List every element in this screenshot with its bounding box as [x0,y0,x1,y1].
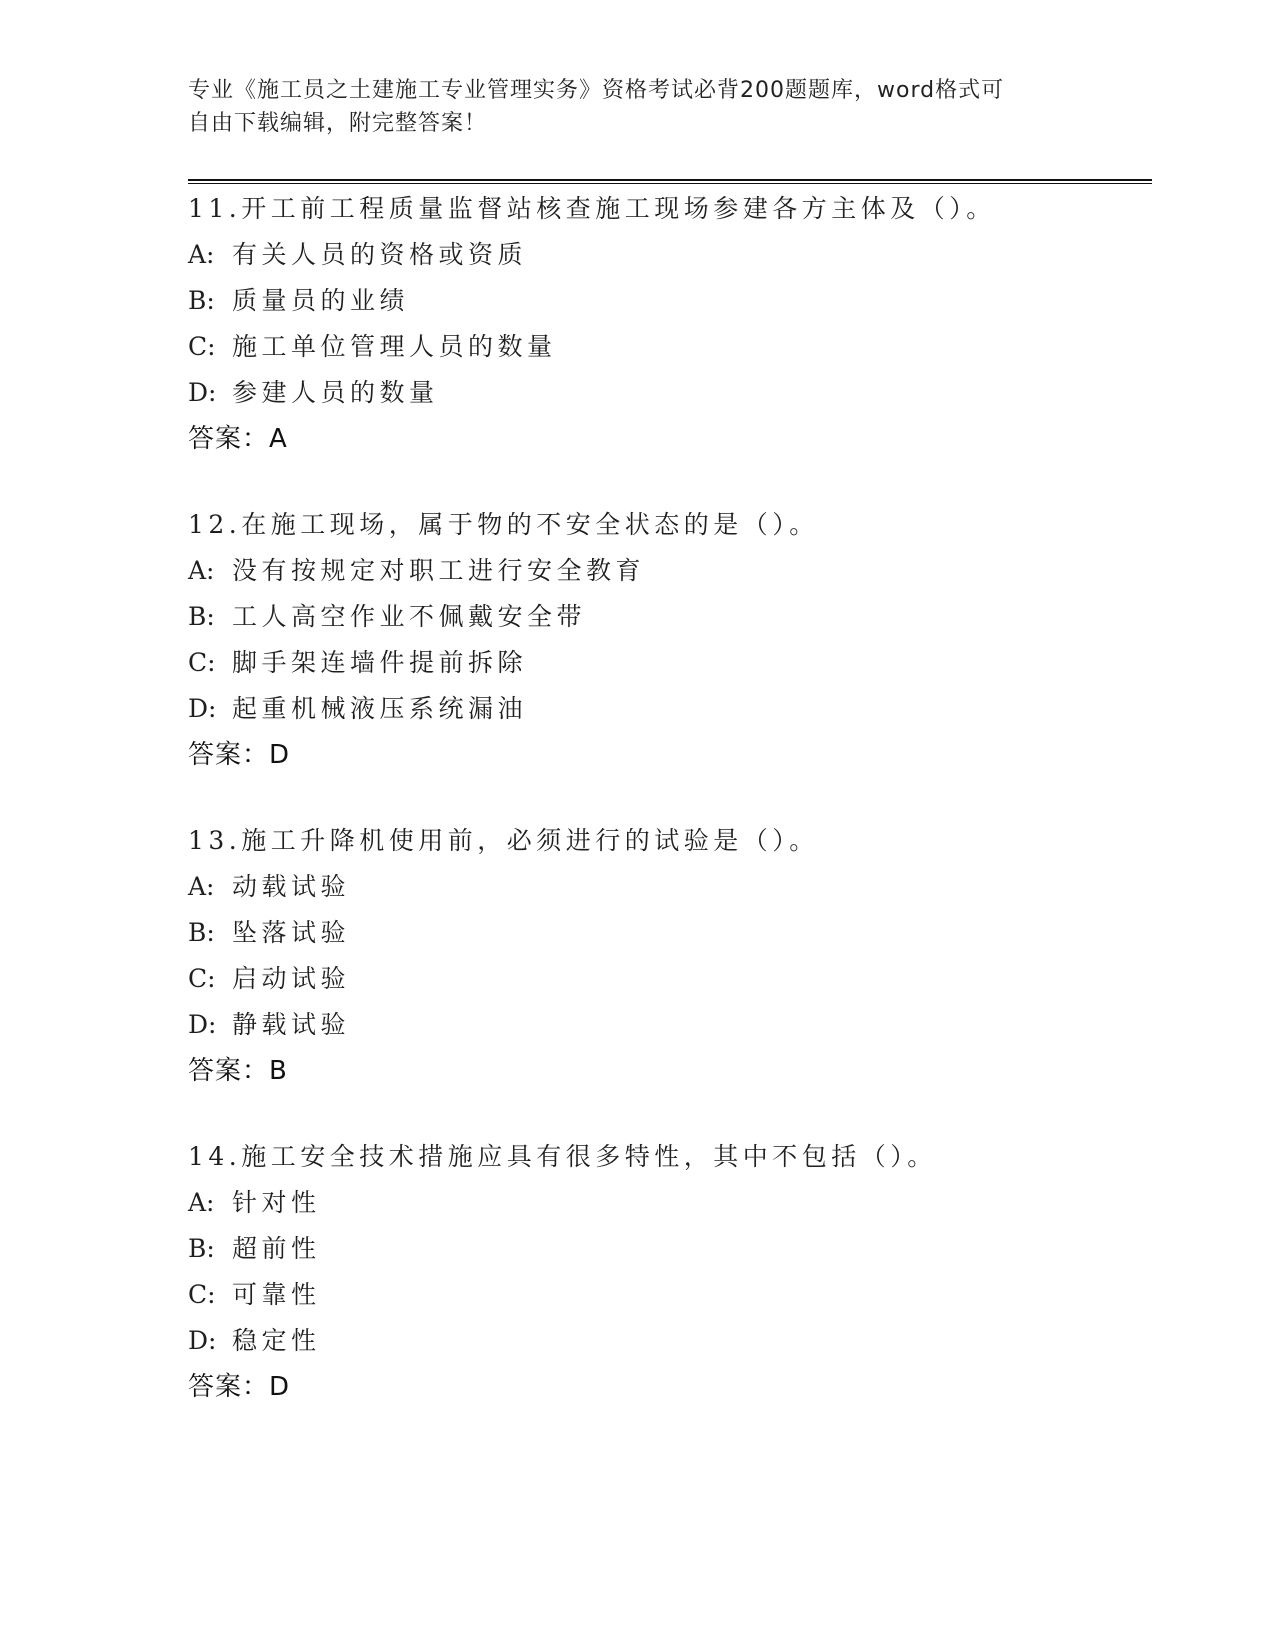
question-stem: 13.施工升降机使用前，必须进行的试验是（）。 [188,826,819,855]
option-text: 工人高空作业不佩戴安全带 [232,602,587,631]
option-c [188,324,1148,370]
option-letter: A: [188,240,215,269]
option-text: 起重机械液压系统漏油 [232,694,528,723]
option-text: 稳定性 [232,1326,321,1355]
option-letter: D: [188,1326,217,1355]
option-letter: D: [188,694,217,723]
header-line-2: 自由下载编辑，附完整答案！ [188,111,488,136]
question-block [188,1134,1148,1410]
option-letter: D: [188,1010,217,1039]
option-text: 施工单位管理人员的数量 [232,332,557,361]
option-b [188,278,1148,324]
option-letter: B: [188,602,215,631]
option-b [188,594,1148,640]
option-text: 可靠性 [232,1280,321,1309]
option-text: 启动试验 [232,964,351,993]
option-letter: B: [188,1234,215,1263]
question-stem: 11.开工前工程质量监督站核查施工现场参建各方主体及（）。 [188,194,996,223]
option-text: 静载试验 [232,1010,351,1039]
option-b [188,1226,1148,1272]
option-a [188,1180,1148,1226]
option-letter: A: [188,872,215,901]
option-text: 针对性 [232,1188,321,1217]
option-text: 动载试验 [232,872,351,901]
document-header [188,74,1068,140]
option-letter: B: [188,918,215,947]
header-line-1: 专业《施工员之土建施工专业管理实务》资格考试必背200题题库，word格式可 [188,78,1005,103]
answer-label: 答案：D [188,740,291,770]
option-b [188,910,1148,956]
option-a [188,232,1148,278]
option-text: 没有按规定对职工进行安全教育 [232,556,646,585]
option-d [188,1318,1148,1364]
option-letter: A: [188,1188,215,1217]
option-c [188,640,1148,686]
header-divider-thin [188,183,1152,184]
option-letter: C: [188,332,216,361]
option-letter: A: [188,556,215,585]
option-a [188,864,1148,910]
option-c [188,956,1148,1002]
header-divider-thick [188,179,1152,181]
answer-label: 答案：B [188,1056,288,1086]
question-stem: 12.在施工现场，属于物的不安全状态的是（）。 [188,510,819,539]
option-d [188,370,1148,416]
question-block [188,186,1148,462]
option-text: 脚手架连墙件提前拆除 [232,648,528,677]
question-block [188,502,1148,778]
option-letter: C: [188,648,216,677]
option-letter: C: [188,1280,216,1309]
option-c [188,1272,1148,1318]
option-letter: C: [188,964,216,993]
question-block [188,818,1148,1094]
option-text: 超前性 [232,1234,321,1263]
option-letter: B: [188,286,215,315]
option-a [188,548,1148,594]
option-text: 参建人员的数量 [232,378,439,407]
option-d [188,1002,1148,1048]
option-d [188,686,1148,732]
answer-label: 答案：D [188,1372,291,1402]
question-stem: 14.施工安全技术措施应具有很多特性，其中不包括（）。 [188,1142,937,1171]
option-text: 有关人员的资格或资质 [232,240,528,269]
option-text: 质量员的业绩 [232,286,410,315]
option-letter: D: [188,378,217,407]
answer-label: 答案：A [188,424,288,454]
option-text: 坠落试验 [232,918,351,947]
